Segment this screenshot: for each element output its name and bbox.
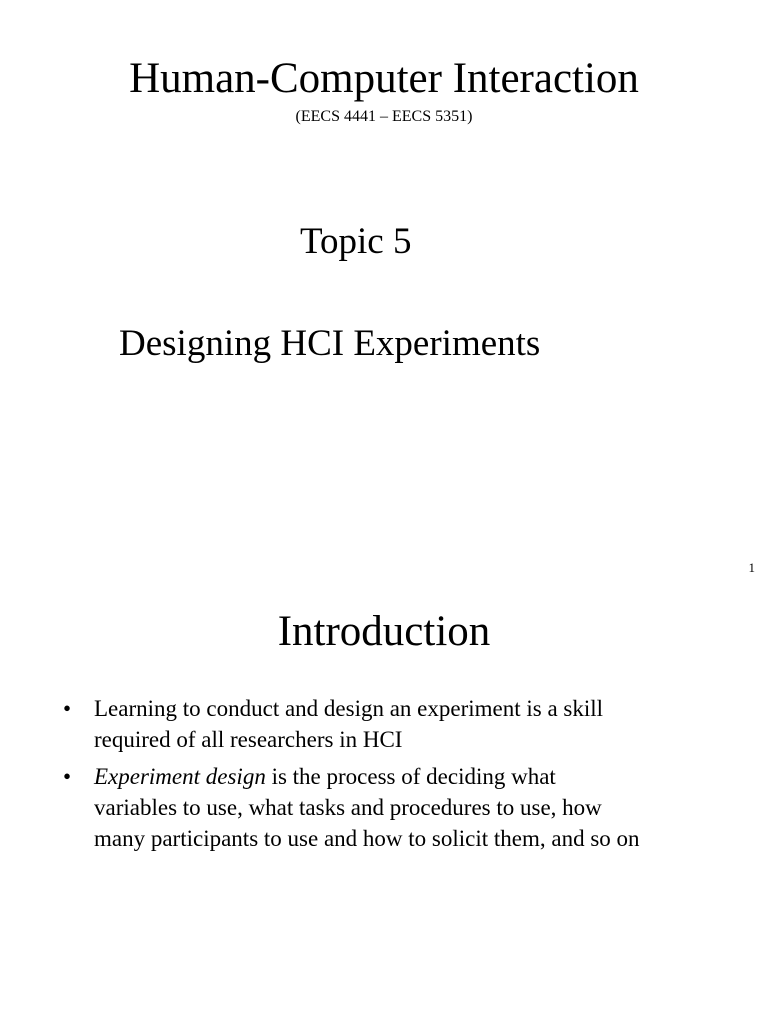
- bullet-icon: •: [63, 764, 72, 789]
- emphasized-term: Experiment design: [94, 764, 266, 789]
- page-number: 1: [748, 560, 755, 575]
- bullet-item: [63, 693, 753, 755]
- course-code: (EECS 4441 – EECS 5351): [295, 108, 473, 125]
- bullet-text-line: many participants to use and how to solicit them, and so on: [94, 826, 640, 851]
- bullet-text-rest: is the process of deciding what: [265, 764, 556, 789]
- bullet-text-line: Learning to conduct and design an experiment is a skill: [94, 696, 604, 721]
- course-title: Human-Computer Interaction: [129, 55, 639, 102]
- topic-number: Topic 5: [300, 221, 412, 262]
- topic-title: Designing HCI Experiments: [119, 323, 541, 364]
- bullet-icon: •: [63, 696, 72, 721]
- bullet-text-line: [94, 761, 753, 792]
- intro-slide: [0, 560, 768, 1024]
- intro-heading: Introduction: [277, 608, 491, 655]
- bullet-text-line: required of all researchers in HCI: [94, 727, 403, 752]
- bullet-item: [63, 761, 753, 854]
- bullet-list: [63, 693, 753, 860]
- bullet-text-line: variables to use, what tasks and procedures to use, how: [94, 795, 602, 820]
